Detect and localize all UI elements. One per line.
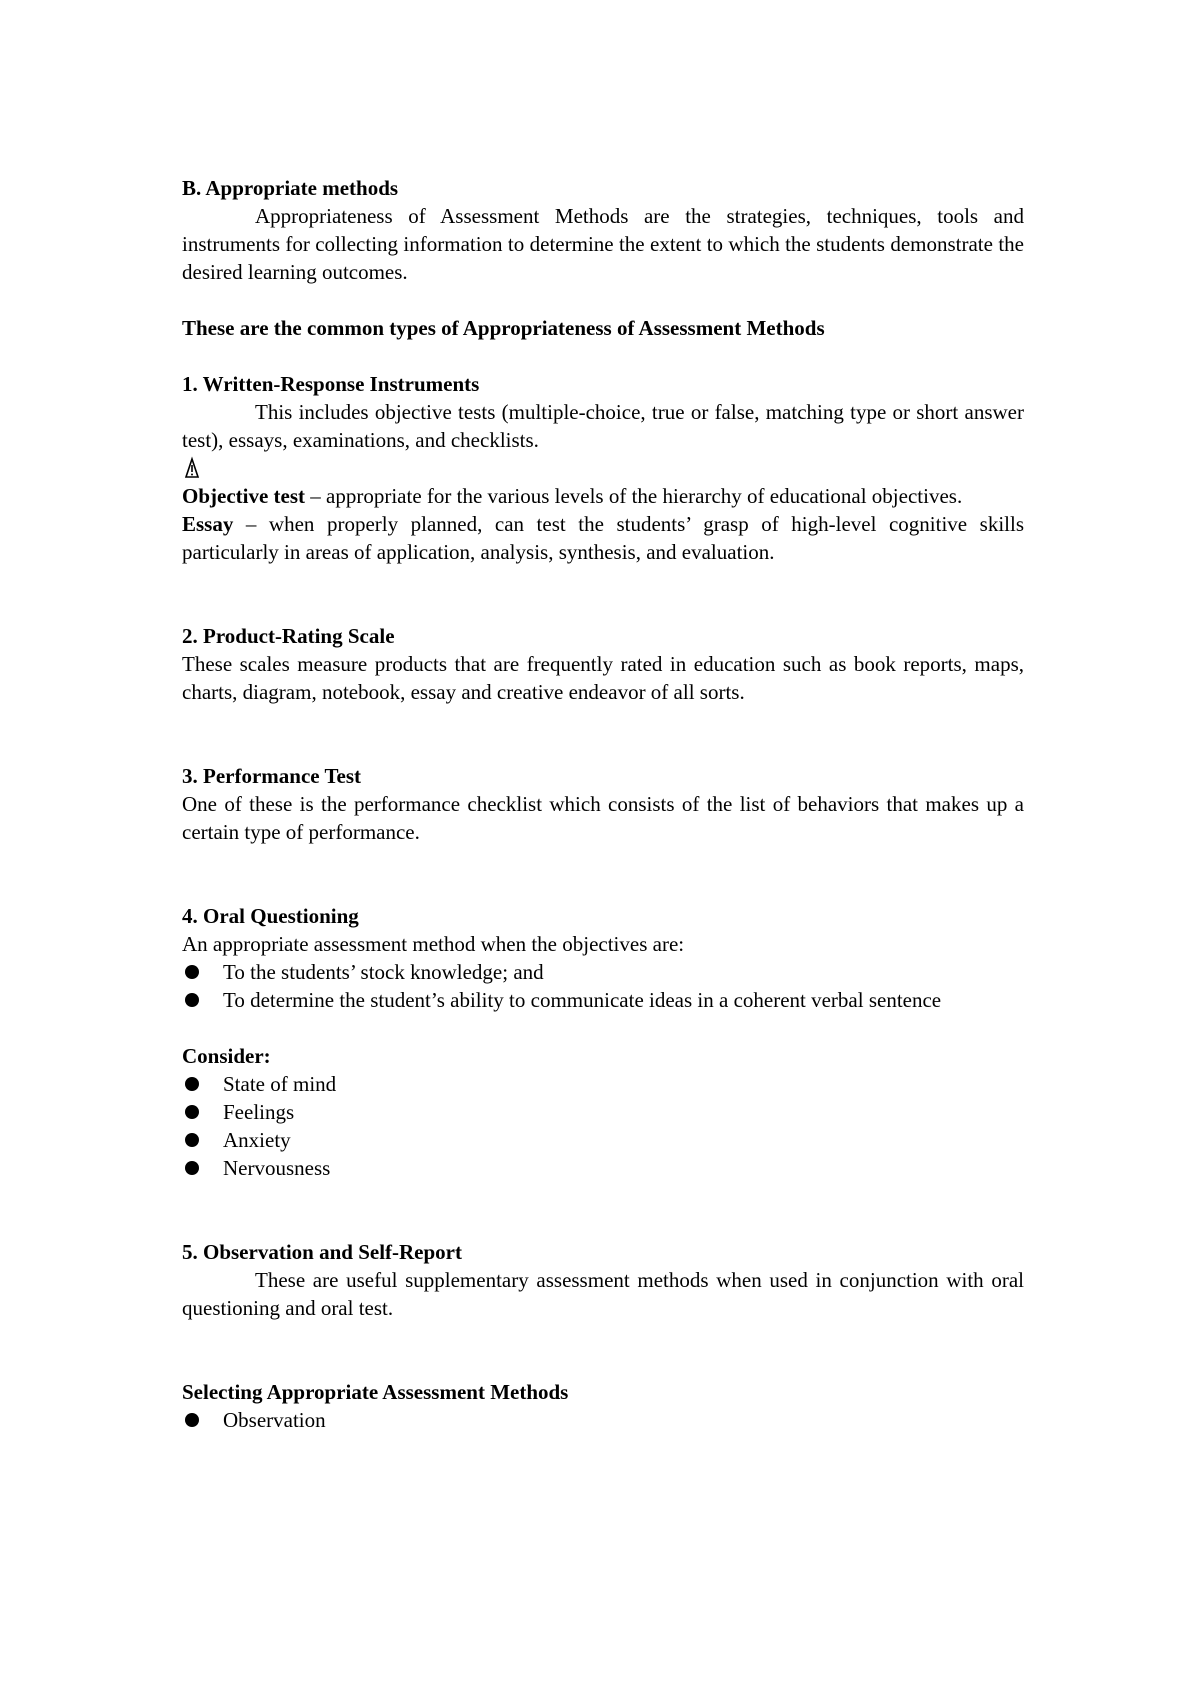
item1-heading: 1. Written-Response Instruments [182, 372, 480, 396]
essay-text: – when properly planned, can test the students’ grasp of high-level cognitive skills particularly in areas of application, analysis, synthesis, and evaluation. [182, 512, 1024, 564]
list-item: State of mind [182, 1070, 1024, 1098]
consider-bullet-list [182, 1070, 1024, 1182]
list-item: Feelings [182, 1098, 1024, 1126]
common-types-heading: These are the common types of Appropriateness of Assessment Methods [182, 316, 825, 340]
item3-heading: 3. Performance Test [182, 764, 362, 788]
selecting-bullet-list [182, 1406, 1024, 1434]
item2-body: These scales measure products that are frequently rated in education such as book reports, maps, charts, diagram, notebook, essay and creative endeavor of all sorts. [182, 652, 1024, 704]
bullet-icon [185, 1105, 199, 1119]
item4-heading: 4. Oral Questioning [182, 904, 359, 928]
item4-intro: An appropriate assessment method when the objectives are: [182, 932, 685, 956]
warning-symbol-icon [182, 454, 202, 482]
item5-body: These are useful supplementary assessment methods when used in conjunction with oral questioning and oral test. [182, 1268, 1024, 1320]
section-b-body: Appropriateness of Assessment Methods are the strategies, techniques, tools and instruments for collecting information to determine the extent to which the students demonstrate the desired learning outcomes. [182, 204, 1024, 284]
item5-heading: 5. Observation and Self-Report [182, 1240, 462, 1264]
section-b-heading: B. Appropriate methods [182, 176, 399, 200]
objective-test-text: – appropriate for the various levels of the hierarchy of educational objectives. [305, 484, 963, 508]
document-content [182, 174, 1024, 1434]
bullet-icon [185, 993, 199, 1007]
list-item: Observation [182, 1406, 1024, 1434]
objective-test-paragraph [182, 482, 1024, 510]
list-item: To determine the student’s ability to communicate ideas in a coherent verbal sentence [182, 986, 1024, 1014]
selecting-heading: Selecting Appropriate Assessment Methods [182, 1380, 569, 1404]
bullet-icon [185, 1133, 199, 1147]
list-item: Nervousness [182, 1154, 1024, 1182]
list-item: To the students’ stock knowledge; and [182, 958, 1024, 986]
item4-bullet-list [182, 958, 1024, 1014]
objective-test-term: Objective test [182, 484, 306, 508]
consider-heading: Consider: [182, 1044, 271, 1068]
item3-body: One of these is the performance checklist which consists of the list of behaviors that makes up a certain type of performance. [182, 792, 1024, 844]
bullet-icon [185, 1413, 199, 1427]
bullet-icon [185, 1161, 199, 1175]
essay-term: Essay [182, 512, 234, 536]
bullet-icon [185, 1077, 199, 1091]
bullet-icon [185, 965, 199, 979]
list-item: Anxiety [182, 1126, 1024, 1154]
item2-heading: 2. Product-Rating Scale [182, 624, 395, 648]
item1-body: This includes objective tests (multiple-choice, true or false, matching type or short answer test), essays, examinations, and checklists. [182, 400, 1024, 452]
essay-paragraph [182, 510, 1024, 566]
stray-glyph-line [182, 454, 1024, 482]
